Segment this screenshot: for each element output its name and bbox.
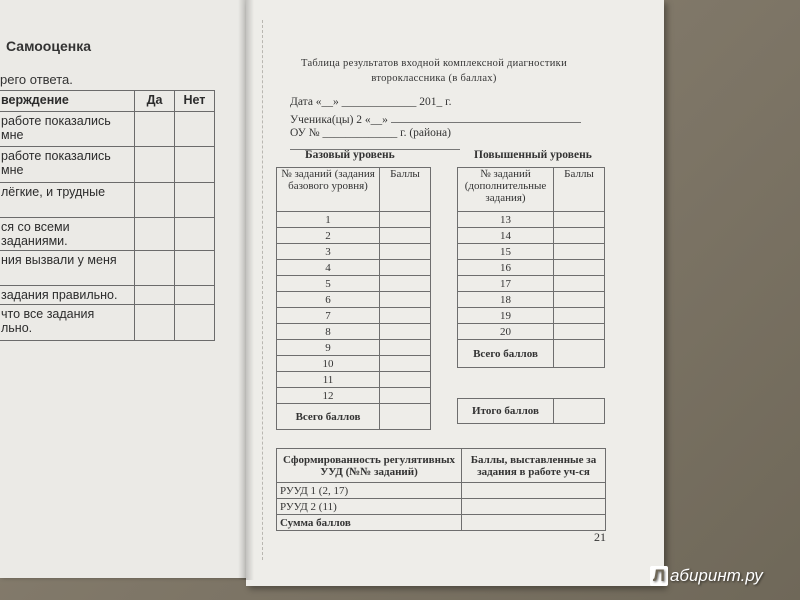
task-number-cell: 8 <box>277 324 380 340</box>
logo-mark: Л <box>650 566 668 586</box>
page-number: 21 <box>594 530 606 544</box>
advanced-level-table <box>457 167 605 368</box>
task-number-cell: 12 <box>277 388 380 404</box>
final-total-label: Итого баллов <box>458 399 554 424</box>
task-number-cell: 6 <box>277 292 380 308</box>
statement-cell: что все задания льно. <box>0 305 135 341</box>
table-row <box>0 218 215 251</box>
header-no: Нет <box>174 91 214 112</box>
table-header-row <box>458 168 605 212</box>
yes-cell <box>135 112 175 147</box>
watermark-logo <box>650 566 763 586</box>
table-row <box>458 212 605 228</box>
task-number-cell: 11 <box>277 372 380 388</box>
task-number-cell: 10 <box>277 356 380 372</box>
task-number-cell: 17 <box>458 276 554 292</box>
left-page <box>0 0 246 578</box>
total-points-cell <box>554 340 605 368</box>
points-cell <box>554 276 605 292</box>
table-row <box>277 483 606 499</box>
task-number-cell: 15 <box>458 244 554 260</box>
no-cell <box>174 286 214 305</box>
no-cell <box>174 251 214 286</box>
advanced-level-title: Повышенный уровень <box>474 149 592 161</box>
points-cell <box>554 292 605 308</box>
final-total-row <box>458 399 605 424</box>
header-statement: верждение <box>0 91 135 112</box>
points-cell <box>380 276 431 292</box>
header-points: Баллы <box>554 168 605 212</box>
table-row <box>458 324 605 340</box>
points-cell <box>380 212 431 228</box>
points-cell <box>554 260 605 276</box>
header-points: Баллы <box>380 168 431 212</box>
results-title-line1: Таблица результатов входной комплексной диагностики <box>301 58 567 69</box>
results-title-line2: второклассника (в баллах) <box>371 73 497 84</box>
total-label: Всего баллов <box>458 340 554 368</box>
ruud-points-cell <box>462 483 606 499</box>
header-yes: Да <box>135 91 175 112</box>
yes-cell <box>135 251 175 286</box>
table-row <box>458 276 605 292</box>
table-row <box>277 356 431 372</box>
no-cell <box>174 218 214 251</box>
student-label: Ученика(цы) 2 «__» <box>290 114 388 126</box>
yes-cell <box>135 218 175 251</box>
points-cell <box>554 228 605 244</box>
task-number-cell: 16 <box>458 260 554 276</box>
points-cell <box>380 324 431 340</box>
header-tasks: № заданий (задания базового уровня) <box>277 168 380 212</box>
table-row <box>277 308 431 324</box>
ruud-row-label: РУУД 2 (11) <box>277 499 462 515</box>
student-field <box>290 112 610 126</box>
points-cell <box>380 308 431 324</box>
table-header-row <box>277 168 431 212</box>
ruud-row-label: Сумма баллов <box>277 515 462 531</box>
table-header-row <box>0 91 215 112</box>
task-number-cell: 13 <box>458 212 554 228</box>
task-number-cell: 19 <box>458 308 554 324</box>
statement-cell: задания правильно. <box>0 286 135 305</box>
points-cell <box>380 260 431 276</box>
table-row <box>277 292 431 308</box>
ruud-row-label: РУУД 1 (2, 17) <box>277 483 462 499</box>
final-total-table <box>457 398 605 424</box>
header-ruud: Сформированность регулятивных УУД (№№ заданий) <box>277 449 462 483</box>
statement-cell: работе показались мне <box>0 112 135 147</box>
ruud-points-cell <box>462 499 606 515</box>
task-number-cell: 1 <box>277 212 380 228</box>
header-tasks: № заданий (дополнительные задания) <box>458 168 554 212</box>
table-header-row <box>277 449 606 483</box>
ruud-points-cell <box>462 515 606 531</box>
basic-level-table <box>276 167 431 430</box>
self-assessment-title: Самооценка <box>6 38 91 54</box>
points-cell <box>554 212 605 228</box>
table-row <box>458 228 605 244</box>
school-label: ОУ № _____________ г. (района) <box>290 127 451 139</box>
table-row <box>458 260 605 276</box>
statement-cell: ния вызвали у меня <box>0 251 135 286</box>
header-ruud-points: Баллы, выставленные за задания в работе уч-ся <box>462 449 606 483</box>
instruction-text: рего ответа. <box>0 72 73 87</box>
points-cell <box>380 340 431 356</box>
table-row <box>277 244 431 260</box>
task-number-cell: 20 <box>458 324 554 340</box>
points-cell <box>380 244 431 260</box>
task-number-cell: 2 <box>277 228 380 244</box>
final-total-cell <box>554 399 605 424</box>
table-row <box>0 112 215 147</box>
perforation-line <box>262 20 263 560</box>
total-row <box>277 404 431 430</box>
no-cell <box>174 112 214 147</box>
total-row <box>458 340 605 368</box>
basic-level-title: Базовый уровень <box>305 149 395 161</box>
no-cell <box>174 183 214 218</box>
task-number-cell: 14 <box>458 228 554 244</box>
table-row <box>0 147 215 183</box>
points-cell <box>554 324 605 340</box>
yes-cell <box>135 183 175 218</box>
table-row <box>0 251 215 286</box>
self-assessment-table <box>0 90 215 341</box>
date-label: Дата «__» _____________ 201_ г. <box>290 96 452 108</box>
logo-text: абиринт.ру <box>669 566 763 585</box>
ruud-table <box>276 448 606 531</box>
points-cell <box>380 228 431 244</box>
book-spine <box>238 0 254 580</box>
points-cell <box>554 308 605 324</box>
table-row <box>0 286 215 305</box>
table-row <box>277 340 431 356</box>
table-row <box>277 372 431 388</box>
task-number-cell: 18 <box>458 292 554 308</box>
yes-cell <box>135 147 175 183</box>
table-row <box>277 324 431 340</box>
date-field <box>290 96 451 108</box>
points-cell <box>380 356 431 372</box>
task-number-cell: 5 <box>277 276 380 292</box>
no-cell <box>174 305 214 341</box>
task-number-cell: 7 <box>277 308 380 324</box>
points-cell <box>380 292 431 308</box>
table-row <box>458 308 605 324</box>
table-row <box>458 292 605 308</box>
total-points-cell <box>380 404 431 430</box>
table-row <box>277 515 606 531</box>
task-number-cell: 4 <box>277 260 380 276</box>
table-row <box>277 212 431 228</box>
table-row <box>0 305 215 341</box>
statement-cell: лёгкие, и трудные <box>0 183 135 218</box>
no-cell <box>174 147 214 183</box>
table-row <box>277 499 606 515</box>
points-cell <box>380 372 431 388</box>
student-underline <box>391 112 581 123</box>
table-row <box>277 260 431 276</box>
task-number-cell: 3 <box>277 244 380 260</box>
points-cell <box>554 244 605 260</box>
total-label: Всего баллов <box>277 404 380 430</box>
points-cell <box>380 388 431 404</box>
table-row <box>277 276 431 292</box>
yes-cell <box>135 305 175 341</box>
yes-cell <box>135 286 175 305</box>
statement-cell: работе показались мне <box>0 147 135 183</box>
table-row <box>0 183 215 218</box>
table-row <box>277 388 431 404</box>
table-row <box>458 244 605 260</box>
task-number-cell: 9 <box>277 340 380 356</box>
statement-cell: ся со всеми заданиями. <box>0 218 135 251</box>
table-row <box>277 228 431 244</box>
